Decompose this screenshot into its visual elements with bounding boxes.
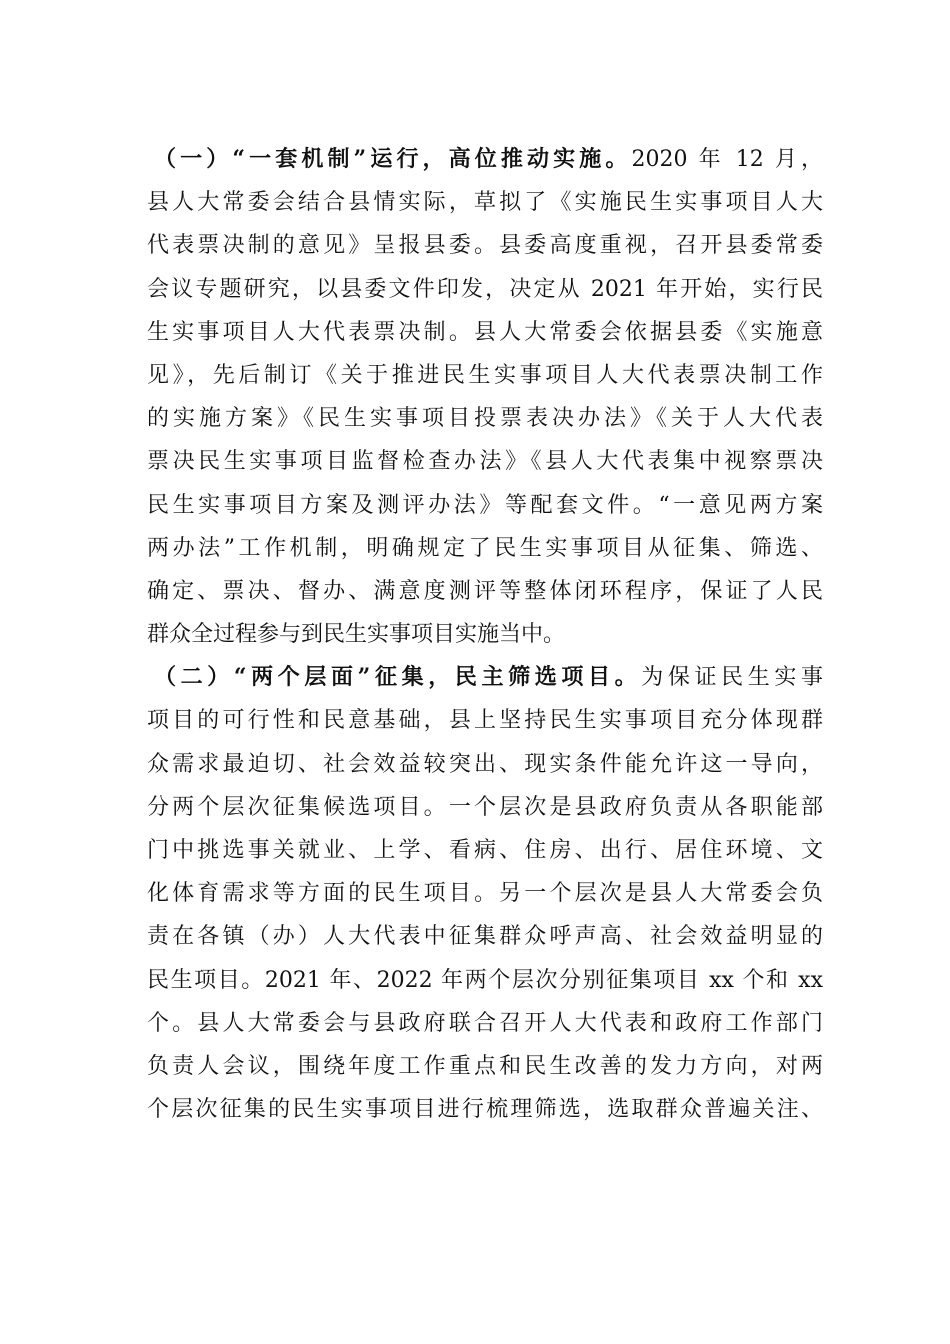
paragraph-line: 化体育需求等方面的民生项目。另一个层次是县人大常委会负 [147, 881, 823, 907]
paragraph-line: 众需求最迫切、社会效益较突出、现实条件能允许这一导向， [147, 751, 823, 777]
paragraph-line: 责在各镇（办）人大代表中征集群众呼声高、社会效益明显的 [147, 924, 823, 950]
paragraph-line: 门中挑选事关就业、上学、看病、住房、出行、居住环境、文 [147, 838, 823, 863]
paragraph-line: 项目的可行性和民意基础，县上坚持民生实事项目充分体现群 [147, 708, 823, 734]
paragraph-line: 确定、票决、督办、满意度测评等整体闭环程序，保证了人民 [147, 578, 823, 604]
section-heading-one: （一）“一套机制”运行，高位推动实施。 [154, 146, 632, 172]
paragraph-first-line [147, 138, 823, 181]
paragraph-line: 票决民生实事项目监督检查办法》《县人大代表集中视察票决 [147, 449, 823, 475]
paragraph-line: 县人大常委会结合县情实际，草拟了《实施民生实事项目人大 [147, 190, 823, 216]
paragraph-line: 的实施方案》《民生实事项目投票表决办法》《关于人大代表 [147, 406, 823, 432]
paragraph-last-line: 群众全过程参与到民生实事项目实施当中。 [147, 622, 566, 648]
paragraph-line: 分两个层次征集候选项目。一个层次是县政府负责从各职能部 [147, 794, 823, 820]
paragraph-collection [147, 656, 823, 1131]
paragraph-line: 民生项目。2021 年、2022 年两个层次分别征集项目 xx 个和 xx [147, 967, 823, 993]
paragraph-text: 2020 年 12 月， [631, 147, 823, 172]
paragraph-line: 会议专题研究，以县委文件印发，决定从 2021 年开始，实行民 [147, 276, 823, 302]
paragraph-first-line [147, 656, 823, 699]
document-body [147, 138, 823, 1131]
paragraph-line: 个。县人大常委会与县政府联合召开人大代表和政府工作部门 [147, 1010, 823, 1036]
section-heading-two: （二）“两个层面”征集，民主筛选项目。 [154, 664, 642, 691]
paragraph-text: 为保证民生实事 [641, 665, 823, 691]
paragraph-line: 见》，先后制订《关于推进民生实事项目人大代表票决制工作 [147, 362, 823, 388]
paragraph-line: 两办法”工作机制，明确规定了民生实事项目从征集、筛选、 [147, 535, 823, 561]
paragraph-line: 代表票决制的意见》呈报县委。县委高度重视，召开县委常委 [147, 233, 823, 259]
paragraph-line: 个层次征集的民生实事项目进行梳理筛选，选取群众普遍关注、 [147, 1097, 823, 1123]
paragraph-mechanism [147, 138, 823, 656]
paragraph-line: 生实事项目人大代表票决制。县人大常委会依据县委《实施意 [147, 319, 823, 345]
paragraph-line: 民生实事项目方案及测评办法》等配套文件。“一意见两方案 [147, 492, 823, 518]
paragraph-line: 负责人会议，围绕年度工作重点和民生改善的发力方向，对两 [147, 1053, 823, 1079]
